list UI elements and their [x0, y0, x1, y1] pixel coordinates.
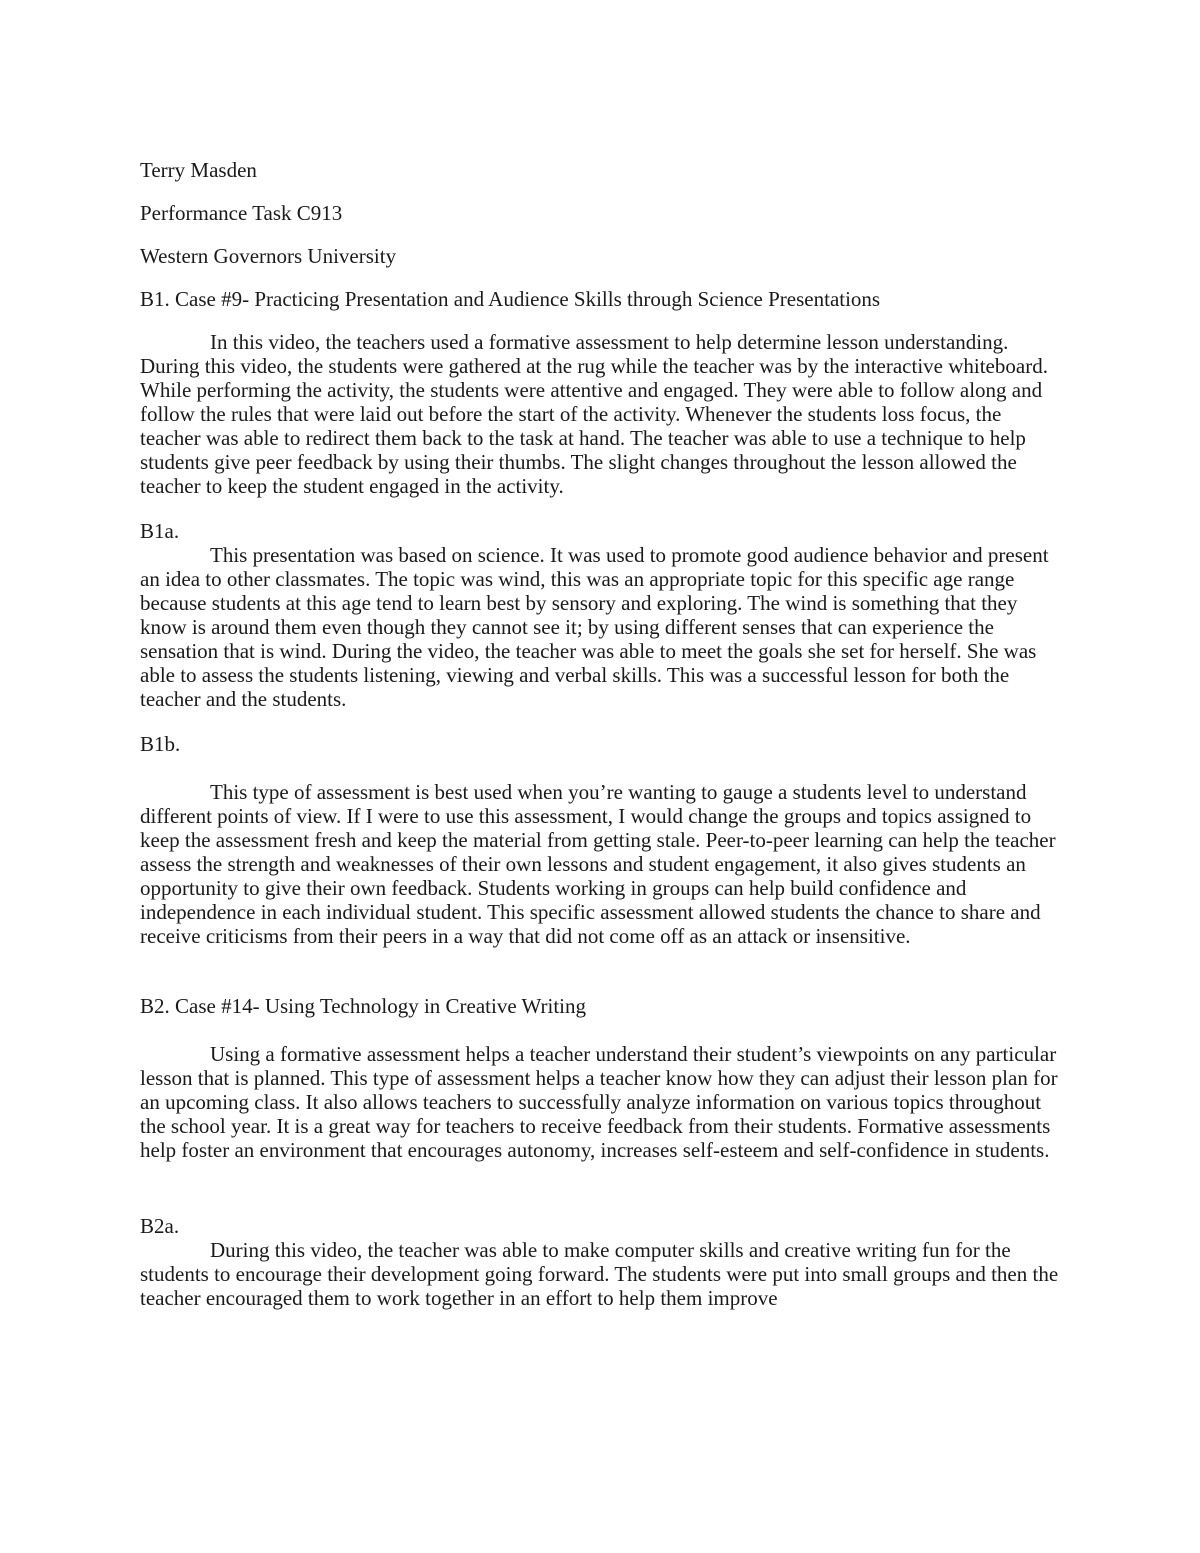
section-b1-paragraph: In this video, the teachers used a formative assessment to help determine lesson understanding. During this video, the students were gathered at the rug while the teacher was by the interactive whiteboard. While performing the activity, the students were attentive and engaged. They were able to follow along and follow the rules that were laid out before the start of the activity. Whenever the students loss focus, the teacher was able to redirect them back to the task at hand. The teacher was able to use a technique to help students give peer feedback by using their thumbs. The slight changes throughout the lesson allowed the teacher to keep the student engaged in the activity.: [140, 330, 1048, 498]
task-title: Performance Task C913: [140, 201, 343, 225]
section-b1-heading: B1. Case #9- Practicing Presentation and Audience Skills through Science Presentations: [140, 287, 881, 311]
section-b1a-label: B1a.: [140, 519, 180, 543]
section-b2-heading: B2. Case #14- Using Technology in Creative Writing: [140, 994, 587, 1018]
section-b2-paragraph: Using a formative assessment helps a teacher understand their student’s viewpoints on any particular lesson that is planned. This type of assessment helps a teacher know how they can adjust their lesson plan for an upcoming class. It also allows teachers to successfully analyze information on various topics throughout the school year. It is a great way for teachers to receive feedback from their students. Formative assessments help foster an environment that encourages autonomy, increases self-esteem and self-confidence in students.: [140, 1042, 1058, 1162]
school-name: Western Governors University: [140, 244, 397, 268]
author-name: Terry Masden: [140, 158, 257, 182]
section-b2a-label: B2a.: [140, 1214, 180, 1238]
section-b1a-paragraph: This presentation was based on science. It was used to promote good audience behavior and present an idea to other classmates. The topic was wind, this was an appropriate topic for this specific age range because students at this age tend to learn best by sensory and exploring. The wind is something that they know is around them even though they cannot see it; by using different senses that can experience the sensation that is wind. During the video, the teacher was able to meet the goals she set for herself. She was able to assess the students listening, viewing and verbal skills. This was a successful lesson for both the teacher and the students.: [140, 543, 1049, 711]
document-body: [140, 158, 1060, 1310]
section-b1b-label: B1b.: [140, 732, 181, 756]
section-b1b-paragraph: This type of assessment is best used when you’re wanting to gauge a students level to understand different points of view. If I were to use this assessment, I would change the groups and topics assigned to keep the assessment fresh and keep the material from getting stale. Peer-to-peer learning can help the teacher assess the strength and weaknesses of their own lessons and student engagement, it also gives students an opportunity to give their own feedback. Students working in groups can help build confidence and independence in each individual student. This specific assessment allowed students the chance to share and receive criticisms from their peers in a way that did not come off as an attack or insensitive.: [140, 780, 1056, 948]
section-b2a-paragraph: During this video, the teacher was able to make computer skills and creative writing fun for the students to encourage their development going forward. The students were put into small groups and then the teacher encouraged them to work together in an effort to help them improve: [140, 1238, 1059, 1310]
